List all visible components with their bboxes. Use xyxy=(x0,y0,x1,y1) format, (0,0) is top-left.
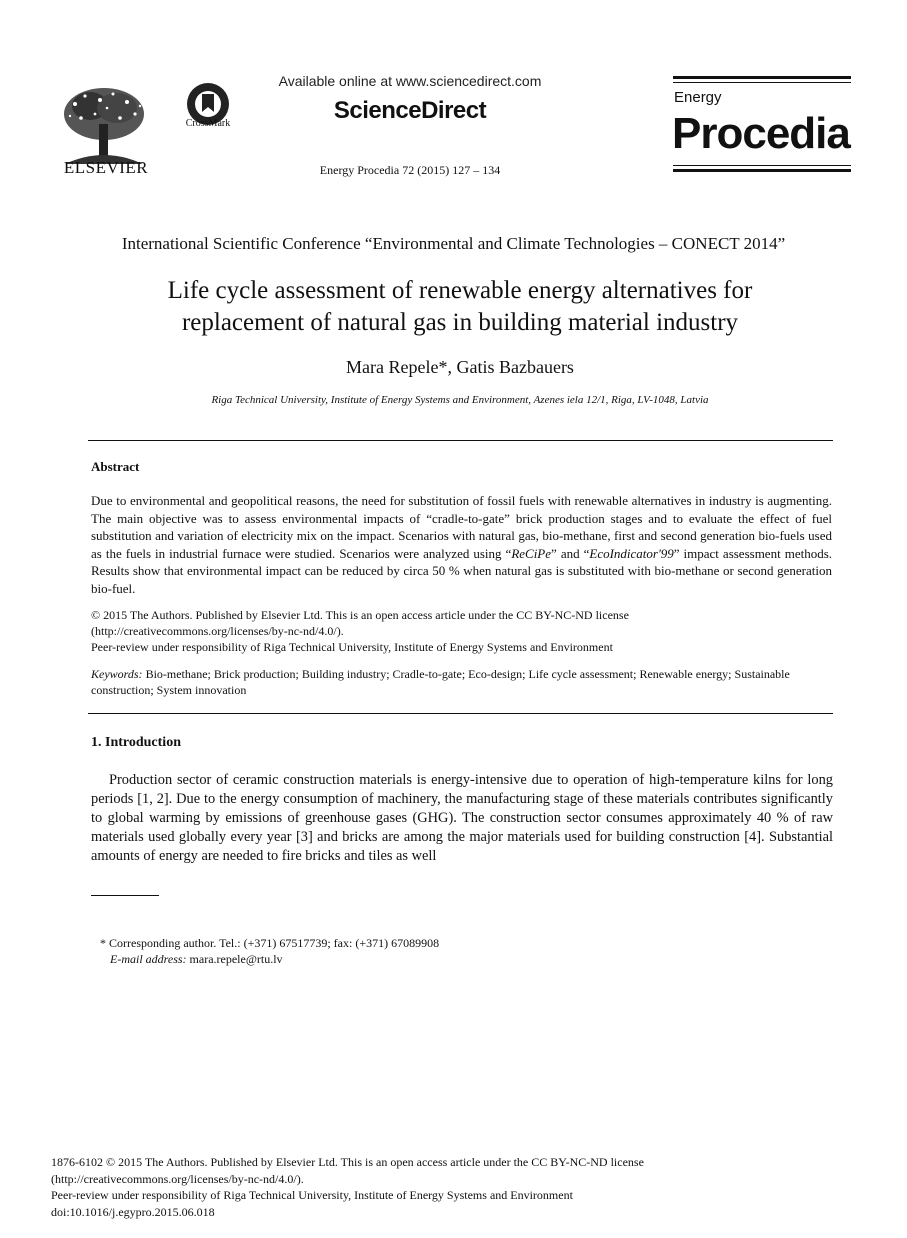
abstract-body xyxy=(91,492,832,597)
license-link[interactable]: (http://creativecommons.org/licenses/by-nc-nd/4.0/). xyxy=(91,624,344,638)
method-name: EcoIndicator'99 xyxy=(589,545,674,561)
paper-title-line: Life cycle assessment of renewable energy alternatives for xyxy=(167,277,753,304)
abstract-top-rule xyxy=(88,440,833,441)
page-footer xyxy=(51,1154,871,1220)
paper-title xyxy=(60,275,860,339)
copyright-line: © 2015 The Authors. Published by Elsevier Ltd. This is an open access article under the CC BY-NC-ND license xyxy=(91,608,629,622)
email-address[interactable]: mara.repele@rtu.lv xyxy=(186,952,283,966)
method-name: ReCiPe xyxy=(511,545,552,561)
email-label: E-mail address: xyxy=(110,952,187,966)
keywords-list: Bio-methane; Brick production; Building industry; Cradle-to-gate; Eco-design; Life cycle assessment; Renewable energy; Sustainable construction; System innovation xyxy=(91,667,790,697)
journal-logo-rule xyxy=(673,76,851,79)
journal-logo-rule xyxy=(673,169,851,172)
keywords xyxy=(91,666,832,698)
conference-name: International Scientific Conference “Environmental and Climate Technologies – CONECT 2014” xyxy=(121,234,786,253)
doi[interactable]: doi:10.1016/j.egypro.2015.06.018 xyxy=(51,1204,215,1219)
crossmark-label: CrossMark xyxy=(185,118,231,129)
abstract-text-segment: ” and “ xyxy=(551,545,590,561)
abstract-text-segment: Due to environmental and geopolitical reasons, the need for substitution of fossil fuels with renewable alternatives in industry is augmenting. The main objective was to assess environmental impacts of “cradle-to-gate” brick production stages and to evaluate the effect of fuel substitution and variation of electricity mix on the impact. Scenarios with natural gas, bio-methane, first and second generation bio-fuels used as the fuels in industrial furnace were studied. Scenarios were analyzed using “ xyxy=(91,493,832,561)
footnote xyxy=(100,935,800,967)
abstract-bottom-rule xyxy=(88,713,833,714)
email-line xyxy=(100,951,800,967)
keywords-label: Keywords: xyxy=(91,667,143,681)
section-heading: 1. Introduction xyxy=(91,735,181,750)
journal-logo-rule xyxy=(673,82,851,83)
abstract-text-segment: ” impact assessment methods. Results show that environmental impact can be reduced by circa 50 % when natural gas is substituted with bio-methane or second generation bio-fuel. xyxy=(91,545,833,596)
journal-logo-energy: Energy xyxy=(674,89,722,106)
paper-title-line: replacement of natural gas in building material industry xyxy=(181,309,739,336)
journal-logo-procedia: Procedia xyxy=(672,109,850,158)
journal-reference: Energy Procedia 72 (2015) 127 – 134 xyxy=(319,163,501,177)
copyright-notice xyxy=(91,607,832,655)
journal-logo-rule xyxy=(673,165,851,166)
abstract-heading: Abstract xyxy=(91,459,140,474)
elsevier-wordmark: ELSEVIER xyxy=(63,158,149,177)
peer-review-note: Peer-review under responsibility of Riga Technical University, Institute of Energy Systems and Environment xyxy=(91,640,613,654)
peer-review-note: Peer-review under responsibility of Riga Technical University, Institute of Energy Systems and Environment xyxy=(51,1188,573,1202)
available-online-text: Available online at www.sciencedirect.com xyxy=(278,73,542,89)
author-list: Mara Repele*, Gatis Bazbauers xyxy=(346,357,574,377)
footnote-rule xyxy=(91,895,159,896)
sciencedirect-logo[interactable]: ScienceDirect xyxy=(333,97,487,124)
author-affiliation: Riga Technical University, Institute of Energy Systems and Environment, Azenes iela 12/1, Riga, LV-1048, Latvia xyxy=(211,394,709,406)
corresponding-author: * Corresponding author. Tel.: (+371) 67517739; fax: (+371) 67089908 xyxy=(100,936,440,950)
section-body: Production sector of ceramic construction materials is energy-intensive due to operation of high-temperature kilns for long periods [1, 2]. Due to the energy consumption of machinery, the manufacturing stage of these materials contributes significantly to global warming by emissions of greenhouse gases (GHG). The construction sector consumes approximately 40 % of raw materials used globally every year [3] and bricks are among the major materials used for building construction [4]. Substantial amounts of energy are needed to fire bricks and tiles as well xyxy=(91,772,833,864)
license-link[interactable]: (http://creativecommons.org/licenses/by-nc-nd/4.0/). xyxy=(51,1171,304,1186)
issn-copyright: 1876-6102 © 2015 The Authors. Published by Elsevier Ltd. This is an open access article under the CC BY-NC-ND license xyxy=(51,1155,644,1169)
